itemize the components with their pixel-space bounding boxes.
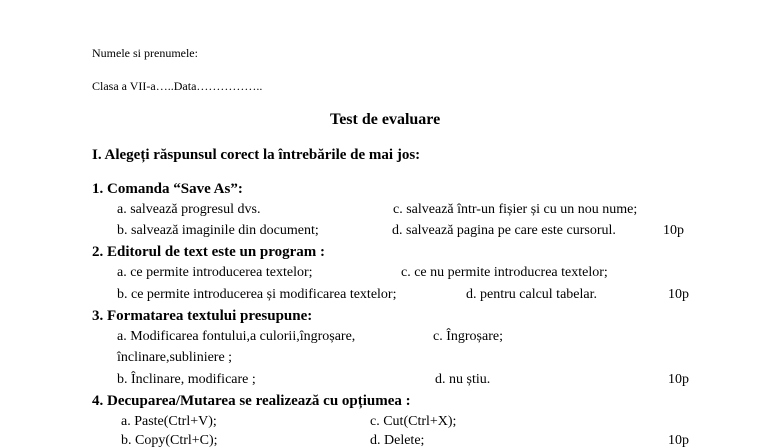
section-heading: I. Alegeți răspunsul corect la întrebările de mai jos:	[92, 147, 421, 163]
q2-option-c: c. ce nu permite introducrea textelor;	[401, 265, 608, 280]
q3-option-d: d. nu știu.	[435, 372, 491, 387]
page-title: Test de evaluare	[330, 111, 441, 128]
q2-option-a: a. ce permite introducerea textelor;	[117, 265, 313, 280]
question-3-heading: 3. Formatarea textului presupune:	[92, 308, 313, 324]
q4-points: 10p	[668, 433, 689, 448]
question-4-heading: 4. Decuparea/Mutarea se realizează cu opțiumea :	[92, 393, 411, 409]
name-line: Numele si prenumele:	[92, 46, 198, 60]
q1-option-c: c. salvează într-un fișier și cu un nou nume;	[393, 202, 638, 217]
q4-option-c: c. Cut(Ctrl+X);	[370, 414, 457, 429]
q3-option-a: a. Modificarea fontului,a culorii,îngroșare,	[117, 329, 356, 344]
q2-option-d: d. pentru calcul tabelar.	[466, 287, 597, 302]
q1-points: 10p	[663, 223, 684, 238]
class-date-line: Clasa a VII-a…..Data……………..	[92, 79, 263, 93]
q2-points: 10p	[668, 287, 689, 302]
q4-option-d: d. Delete;	[370, 433, 425, 448]
q1-option-d: d. salvează pagina pe care este cursorul.	[392, 223, 616, 238]
q3-option-c: c. Îngroșare;	[433, 329, 503, 344]
q4-option-a: a. Paste(Ctrl+V);	[121, 414, 217, 429]
q2-option-b: b. ce permite introducerea și modificarea textelor;	[117, 287, 397, 302]
q1-option-b: b. salvează imaginile din document;	[117, 223, 319, 238]
q3-option-b: b. Înclinare, modificare ;	[117, 372, 256, 387]
question-2-heading: 2. Editorul de text este un program :	[92, 244, 326, 260]
q1-option-a: a. salvează progresul dvs.	[117, 202, 261, 217]
q3-option-a-continued: înclinare,subliniere ;	[117, 350, 233, 365]
question-1-heading: 1. Comanda “Save As”:	[92, 181, 243, 197]
q4-option-b: b. Copy(Ctrl+C);	[121, 433, 218, 448]
q3-points: 10p	[668, 372, 689, 387]
